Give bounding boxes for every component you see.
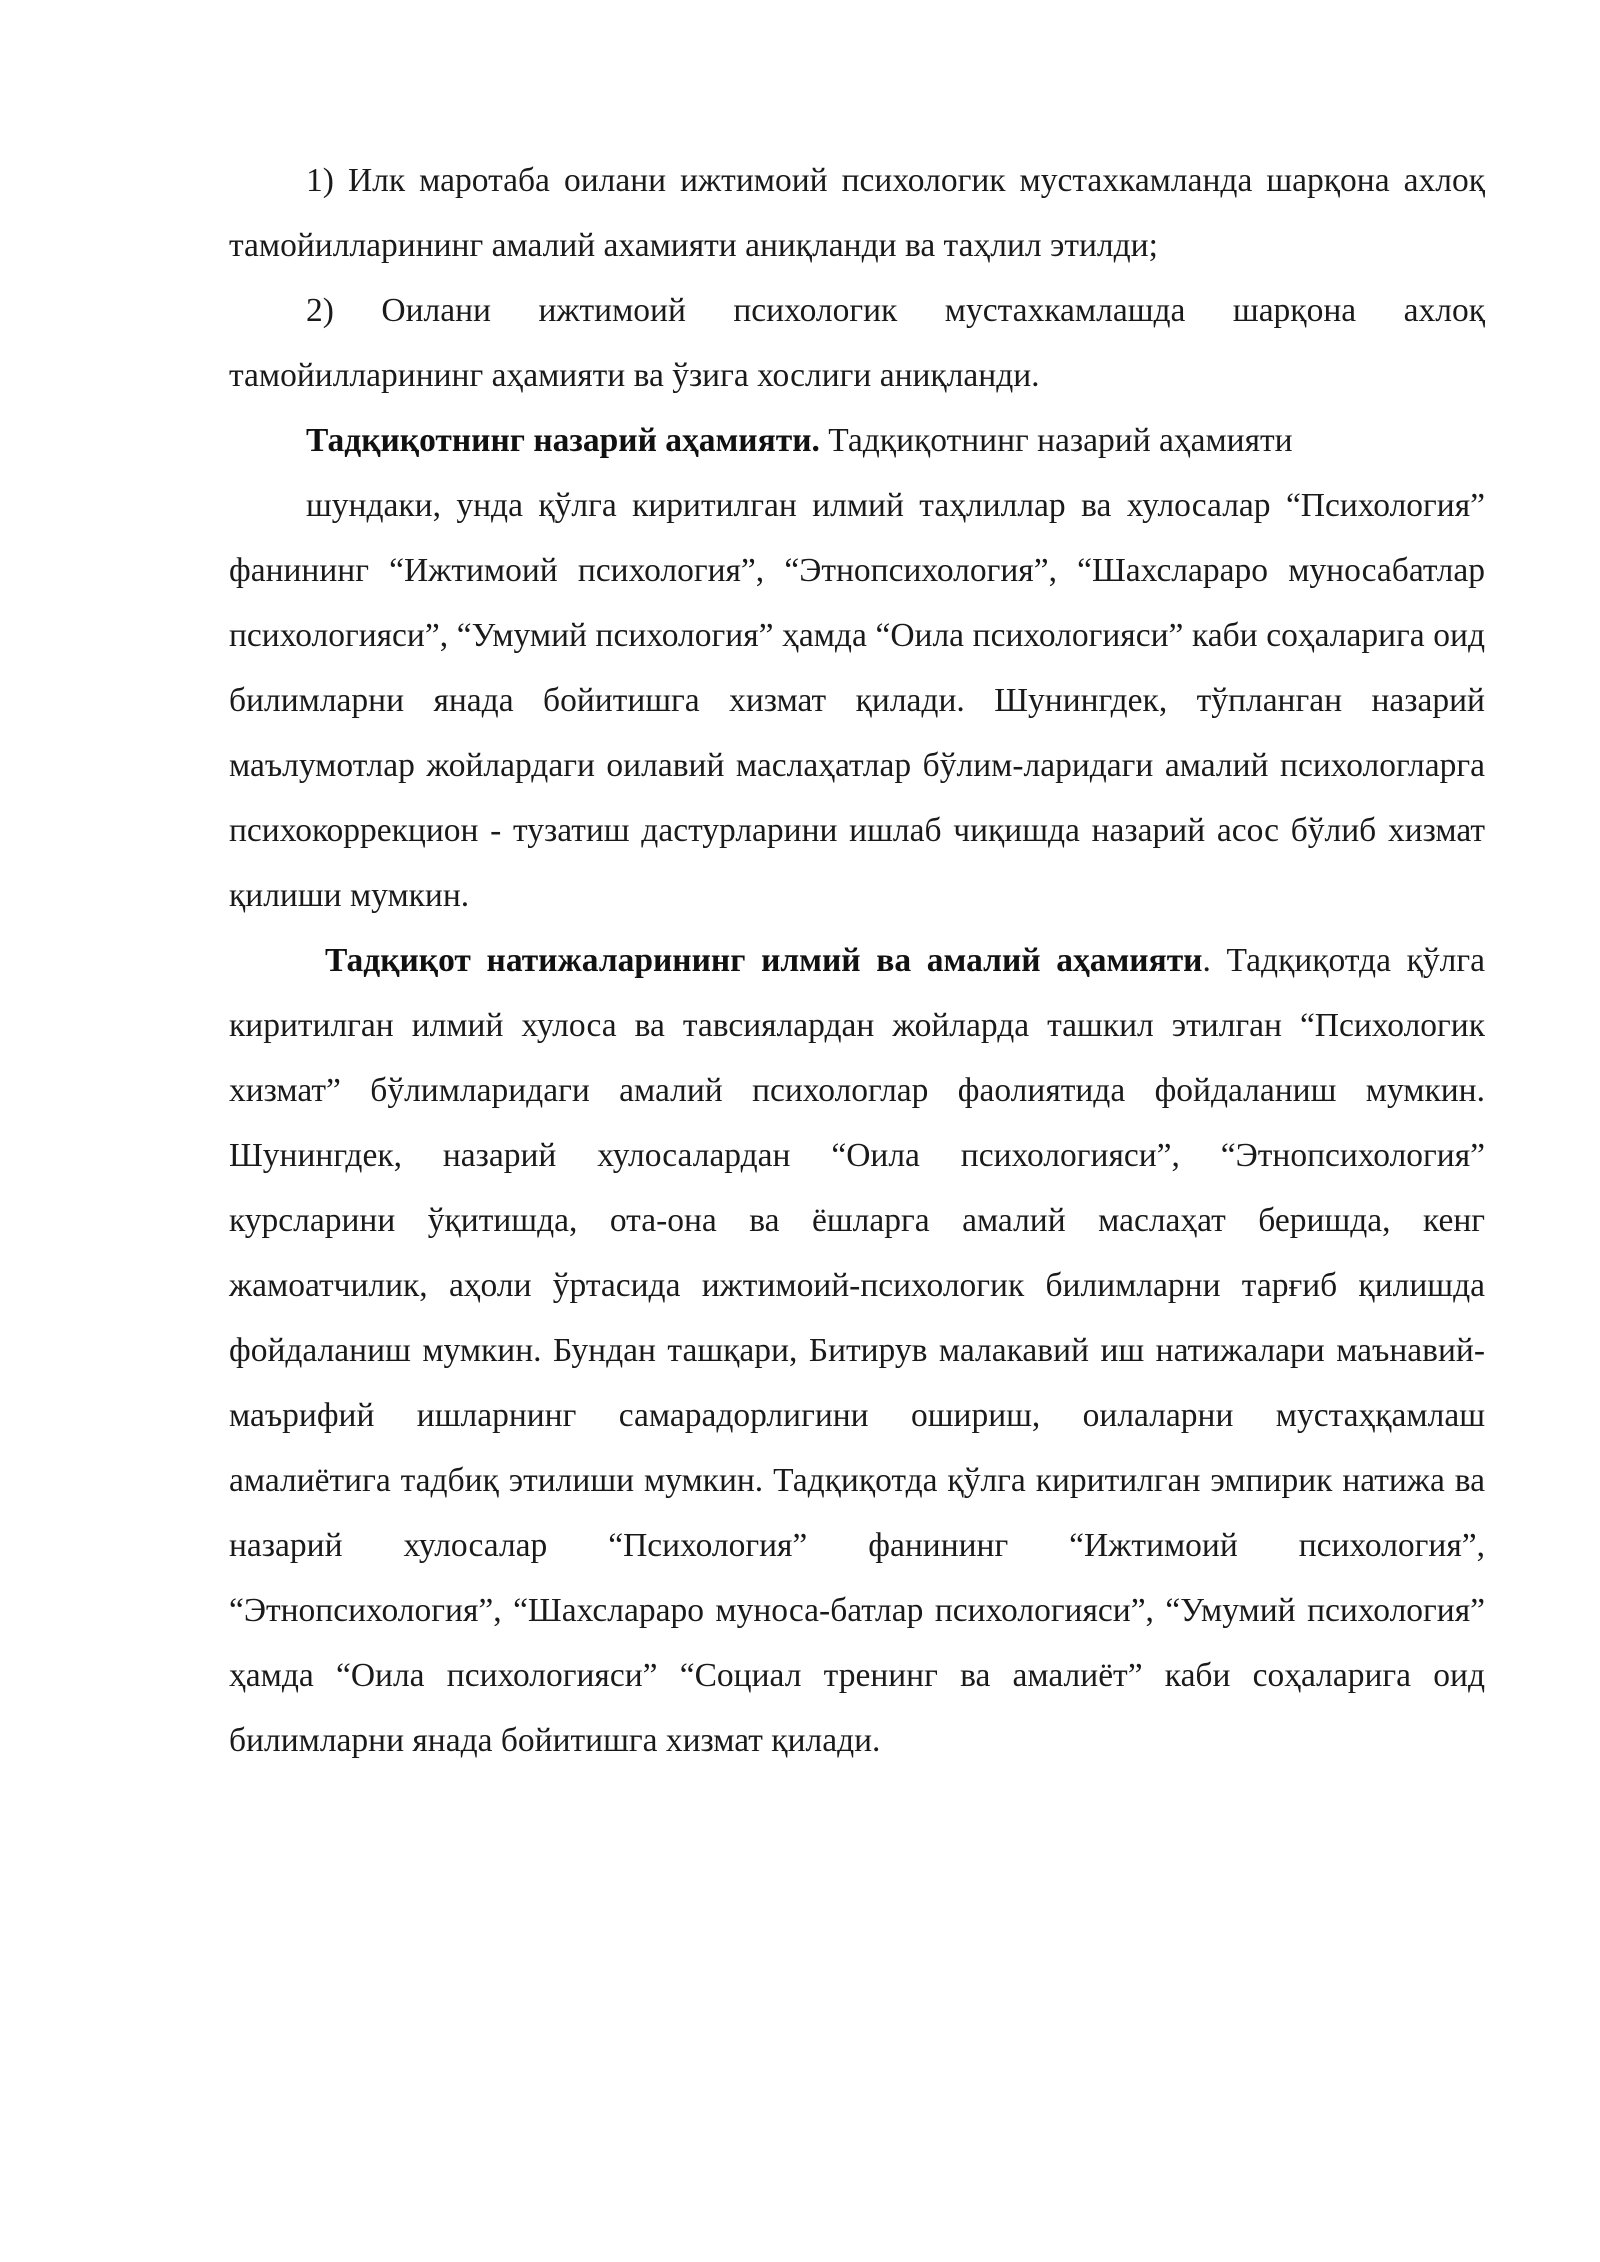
theoretical-significance-heading: Тадқиқотнинг назарий аҳамияти. xyxy=(306,422,820,459)
theoretical-significance-lead: Тадқиқотнинг назарий аҳамияти xyxy=(819,422,1293,459)
list-item-1: 1) Илк маротаба оилани ижтимоий психологик мустахкамланда шарқона ахлоқ тамойилларининг амалий ахамияти аниқланди ва таҳлил этилди; xyxy=(229,162,1485,264)
theoretical-significance-heading-paragraph xyxy=(229,408,1485,473)
list-item-2: 2) Оилани ижтимоий психологик мустахкамлашда шарқона ахлоқ тамойилларининг аҳамияти ва ўзига хослиги аниқланди. xyxy=(229,292,1485,394)
theoretical-significance-paragraph: шундаки, унда қўлга киритилган илмий таҳлиллар ва хулосалар “Психология” фанининг “Ижтимоий психология”, “Этнопсихология”, “Шахслараро муносабатлар психологияси”, “Умумий психология” ҳамда “Оила психологияси” каби соҳаларига оид билимларни янада бойитишга хизмат қилади. Шунингдек, тўпланган назарий маълумотлар жойлардаги оилавий маслаҳатлар бўлим-ларидаги амалий психологларга психокоррекцион - тузатиш дастурларини ишлаб чиқишда назарий асос бўлиб хизмат қилиши мумкин. xyxy=(229,487,1485,914)
practical-significance-text: . Тадқиқотда қўлга киритилган илмий хулоса ва тавсиялардан жойларда ташкил этилган “Психологик хизмат” бўлимларидаги амалий психологлар фаолиятида фойдаланиш мумкин. Шунингдек, назарий хулосалардан “Оила психологияси”, “Этнопсихология” курсларини ўқитишда, ота-она ва ёшларга амалий маслаҳат беришда, кенг жамоатчилик, аҳоли ўртасида ижтимоий-психологик билимларни тарғиб қилишда фойдаланиш мумкин. Бундан ташқари, Битирув малакавий иш натижалари маънавий-маърифий ишларнинг самарадорлигини ошириш, оилаларни мустаҳқамлаш амалиётига тадбиқ этилиши мумкин. Тадқиқотда қўлга киритилган эмпирик натижа ва назарий хулосалар “Психология” фанининг “Ижтимоий психология”, “Этнопсихология”, “Шахслараро муноса-батлар психологияси”, “Умумий психология” ҳамда “Оила психологияси” “Социал тренинг ва амалиёт” каби соҳаларига оид билимларни янада бойитишга хизмат қилади. xyxy=(229,942,1485,1759)
practical-significance-heading: Тадқиқот натижаларининг илмий ва амалий аҳамияти xyxy=(325,942,1203,979)
document-body xyxy=(229,148,1485,1773)
practical-significance-paragraph xyxy=(229,928,1485,1773)
